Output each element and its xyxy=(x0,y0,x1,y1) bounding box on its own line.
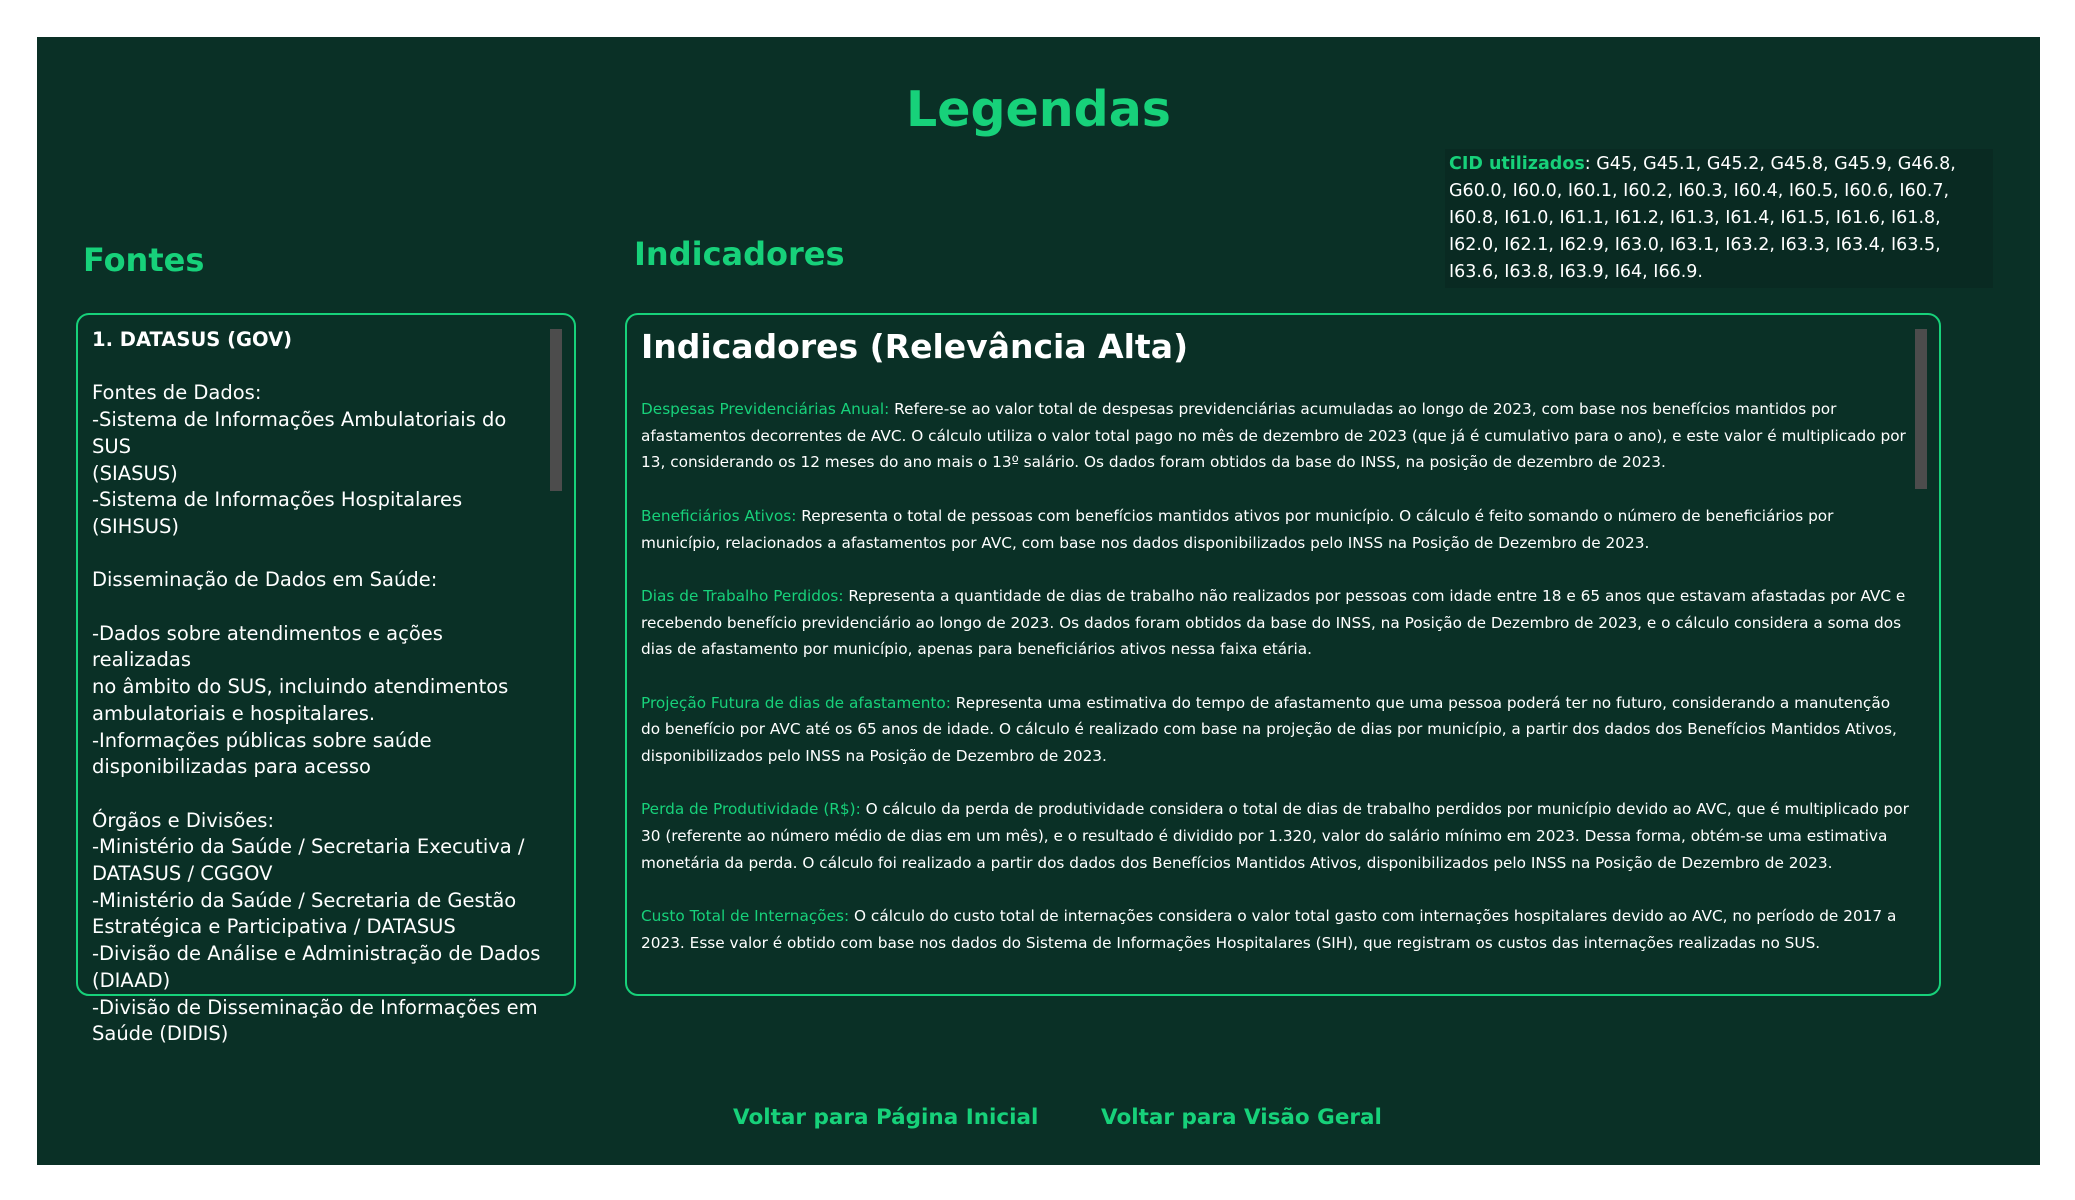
fontes-line: -Sistema de Informações Hospitalares (SIHSUS) xyxy=(92,488,463,538)
fontes-line: 1. DATASUS (GOV) xyxy=(92,328,293,351)
indicator-label: Despesas Previdenciárias Anual: xyxy=(641,400,890,418)
fontes-line: DATASUS / CGGOV xyxy=(92,862,273,885)
fontes-line: -Divisão de Disseminação de Informações em xyxy=(92,995,538,1019)
cid-label: CID utilizados xyxy=(1449,154,1585,174)
indicadores-panel[interactable] xyxy=(625,313,1941,996)
fontes-line: no âmbito do SUS, incluindo atendimentos xyxy=(92,675,509,699)
fontes-line: Estratégica e Participativa / DATASUS xyxy=(92,915,456,939)
fontes-line: (DIAAD) xyxy=(92,968,171,992)
fontes-line: Saúde (DIDIS) xyxy=(92,1022,229,1046)
fontes-line: -Sistema de Informações Ambulatoriais do SUS xyxy=(92,408,507,458)
indicator-item xyxy=(641,583,1913,663)
fontes-line: Disseminação de Dados em Saúde: xyxy=(92,568,438,592)
fontes-line: Órgãos e Divisões: xyxy=(92,808,275,832)
fontes-content xyxy=(92,327,542,1048)
fontes-line: -Ministério da Saúde / Secretaria de Gestão xyxy=(92,888,517,912)
fontes-panel[interactable] xyxy=(76,313,576,1046)
fontes-line: -Ministério da Saúde / Secretaria Executiva / xyxy=(92,835,525,859)
cid-line: I60.8, I61.0, I61.1, I61.2, I61.3, I61.4, I61.5, I61.6, I61.8, xyxy=(1449,208,1941,228)
indicator-item xyxy=(641,796,1913,876)
indicator-item xyxy=(641,690,1913,770)
cid-list xyxy=(1445,149,1993,288)
indicator-text: Representa a quantidade de dias de trabalho não realizados por pessoas com idade entre 18 e 65 anos que estavam afastadas por AVC e recebendo benefício previdenciário ao longo de 2023. Os dados foram obtidos da base do INSS, na Posição de Dezembro de 2023, e o cálculo considera a soma dos dias de afastamento por município, apenas para beneficiários ativos nessa faixa etária. xyxy=(641,586,1906,659)
fontes-line: -Informações públicas sobre saúde xyxy=(92,728,432,752)
indicadores-scrollbar[interactable] xyxy=(1915,329,1927,489)
fontes-line: Fontes de Dados: xyxy=(92,381,262,405)
indicator-text: Representa uma estimativa do tempo de afastamento que uma pessoa poderá ter no futuro, considerando a manutenção do benefício por AVC até os 65 anos de idade. O cálculo é realizado com base na projeção de dias por município, a partir dos dados dos Benefícios Mantidos Ativos, disponibilizados pelo INSS na Posição de Dezembro de 2023. xyxy=(641,693,1897,766)
indicator-label: Projeção Futura de dias de afastamento: xyxy=(641,693,951,712)
fontes-line: (SIASUS) xyxy=(92,461,178,485)
cid-line: G60.0, I60.0, I60.1, I60.2, I60.3, I60.4, I60.5, I60.6, I60.7, xyxy=(1449,181,1950,201)
fontes-line: -Dados sobre atendimentos e ações realizadas xyxy=(92,621,443,672)
cid-line: : G45, G45.1, G45.2, G45.8, G45.9, G46.8, xyxy=(1584,154,1956,174)
indicator-text: Representa o total de pessoas com benefícios mantidos ativos por município. O cálculo é feito somando o número de beneficiários por município, relacionados a afastamentos por AVC, com base nos dados disponibilizados pelo INSS na Posição de Dezembro de 2023. xyxy=(641,506,1834,552)
indicadores-list xyxy=(641,396,1913,983)
fontes-line: -Divisão de Análise e Administração de Dados xyxy=(92,942,541,966)
fontes-line: ambulatoriais e hospitalares. xyxy=(92,701,376,725)
indicadores-heading: Indicadores xyxy=(634,235,845,273)
fontes-heading: Fontes xyxy=(83,241,205,279)
indicator-text: O cálculo do custo total de internações considera o valor total gasto com internações hospitalares devido ao AVC, no período de 2017 a 2023. Esse valor é obtido com base nos dados do Sistema de Informações Hospitalares (SIH), que registram os custos das internações realizadas no SUS. xyxy=(641,907,1897,952)
page-title: Legendas xyxy=(906,81,1171,138)
fontes-scrollbar[interactable] xyxy=(550,329,562,491)
indicator-label: Custo Total de Internações: xyxy=(641,907,850,926)
indicator-label: Perda de Produtividade (R$): xyxy=(641,800,861,819)
legend-page xyxy=(37,37,2040,1165)
indicator-text: Refere-se ao valor total de despesas previdenciárias acumuladas ao longo de 2023, com base nos benefícios mantidos por afastamentos decorrentes de AVC. O cálculo utiliza o valor total pago no mês de dezembro de 2023 (que já é cumulativo para o ano), e este valor é multiplicado por 13, considerando os 12 meses do ano mais o 13º salário. Os dados foram obtidos da base do INSS, na posição de dezembro de 2023. xyxy=(641,400,1906,472)
cid-line: I63.6, I63.8, I63.9, I64, I66.9. xyxy=(1449,262,1703,282)
overview-link[interactable]: Voltar para Visão Geral xyxy=(1101,1105,1382,1130)
indicator-item xyxy=(641,503,1913,556)
cid-line: I62.0, I62.1, I62.9, I63.0, I63.1, I63.2, I63.3, I63.4, I63.5, xyxy=(1449,235,1941,255)
indicator-label: Beneficiários Ativos: xyxy=(641,506,797,525)
indicator-item xyxy=(641,903,1913,956)
fontes-line: disponibilizadas para acesso xyxy=(92,755,371,779)
indicadores-panel-title: Indicadores (Relevância Alta) xyxy=(641,327,1189,366)
indicator-item xyxy=(641,396,1913,476)
indicator-label: Dias de Trabalho Perdidos: xyxy=(641,586,844,605)
home-link[interactable]: Voltar para Página Inicial xyxy=(733,1105,1039,1130)
indicator-text: O cálculo da perda de produtividade considera o total de dias de trabalho perdidos por município devido ao AVC, que é multiplicado por 30 (referente ao número médio de dias em um mês), e o resultado é dividido por 1.320, valor do salário mínimo em 2023. Dessa forma, obtém-se uma estimativa monetária da perda. O cálculo foi realizado a partir dos dados dos Benefícios Mantidos Ativos, disponibilizados pelo INSS na Posição de Dezembro de 2023. xyxy=(641,800,1909,872)
